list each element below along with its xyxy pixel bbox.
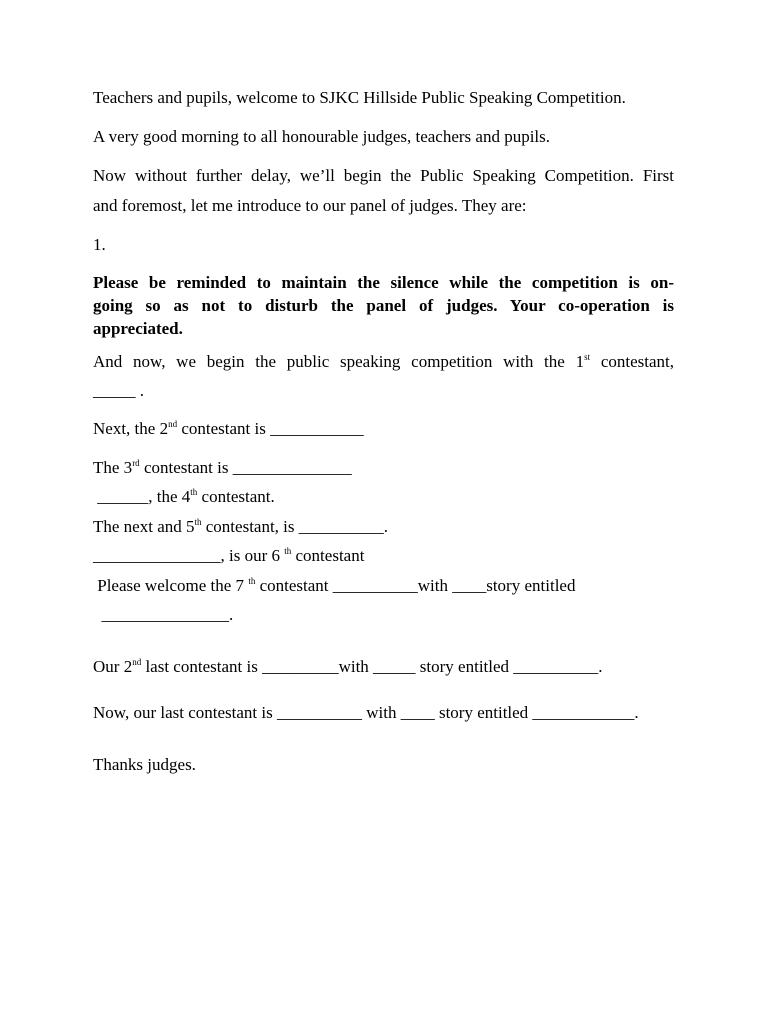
welcome-line: Teachers and pupils, welcome to SJKC Hillside Public Speaking Competition. <box>93 88 626 107</box>
contestant-1-text: And now, we begin the public speaking competition with the 1 <box>93 352 585 371</box>
reminder-line-1: Please be reminded to maintain the silence while the competition is on- <box>93 273 674 292</box>
reminder-line-2: going so as not to disturb the panel of judges. Your co-operation is <box>93 296 674 315</box>
contestant-3-text-end: contestant is ______________ <box>139 458 352 477</box>
contestant-3-line <box>93 458 352 478</box>
contestant-8-text-end: last contestant is _________with _____ story entitled __________. <box>141 657 603 676</box>
contestant-4-line <box>93 487 275 507</box>
contestant-6-text-end: contestant <box>291 546 365 565</box>
contestant-6-line <box>93 546 364 566</box>
contestant-7-text: Please welcome the 7 <box>93 576 249 595</box>
contestant-2-line <box>93 419 364 439</box>
contestant-5-text-end: contestant, is __________. <box>201 517 389 536</box>
ordinal-suffix: th <box>194 517 202 527</box>
contestant-8-line <box>93 657 603 677</box>
reminder-line-3: appreciated. <box>93 319 183 338</box>
contestant-1-text-end: contestant, <box>590 352 675 371</box>
ordinal-suffix: nd <box>132 657 142 667</box>
ordinal-suffix: th <box>190 487 198 497</box>
contestant-6-text: _______________, is our 6 <box>93 546 285 565</box>
contestant-3-text: The 3 <box>93 458 133 477</box>
contestant-1-blank: _____ . <box>93 381 144 400</box>
contestant-2-text-end: contestant is ___________ <box>177 419 364 438</box>
contestant-5-line <box>93 517 388 537</box>
contestant-4-text-end: contestant. <box>197 487 275 506</box>
thanks-line: Thanks judges. <box>93 755 196 774</box>
ordinal-suffix: rd <box>132 458 140 468</box>
contestant-9-line: Now, our last contestant is __________ with ____ story entitled ____________. <box>93 703 639 722</box>
contestant-4-text: ______, the 4 <box>93 487 191 506</box>
contestant-8-text: Our 2 <box>93 657 133 676</box>
ordinal-suffix: th <box>284 546 292 556</box>
greeting-line: A very good morning to all honourable judges, teachers and pupils. <box>93 127 551 146</box>
ordinal-suffix: st <box>584 352 591 362</box>
intro-line-1: Now without further delay, we’ll begin the Public Speaking Competition. First <box>93 166 674 185</box>
contestant-1-line <box>93 352 674 372</box>
contestant-7-line <box>93 576 575 596</box>
intro-line-2: and foremost, let me introduce to our panel of judges. They are: <box>93 196 527 215</box>
contestant-5-text: The next and 5 <box>93 517 195 536</box>
contestant-7-text-end: contestant __________with ____story entitled <box>255 576 576 595</box>
ordinal-suffix: th <box>248 576 256 586</box>
contestant-7-blank: _______________. <box>93 605 234 624</box>
contestant-2-text: Next, the 2 <box>93 419 169 438</box>
ordinal-suffix: nd <box>168 419 178 429</box>
judge-list-item: 1. <box>93 235 106 254</box>
